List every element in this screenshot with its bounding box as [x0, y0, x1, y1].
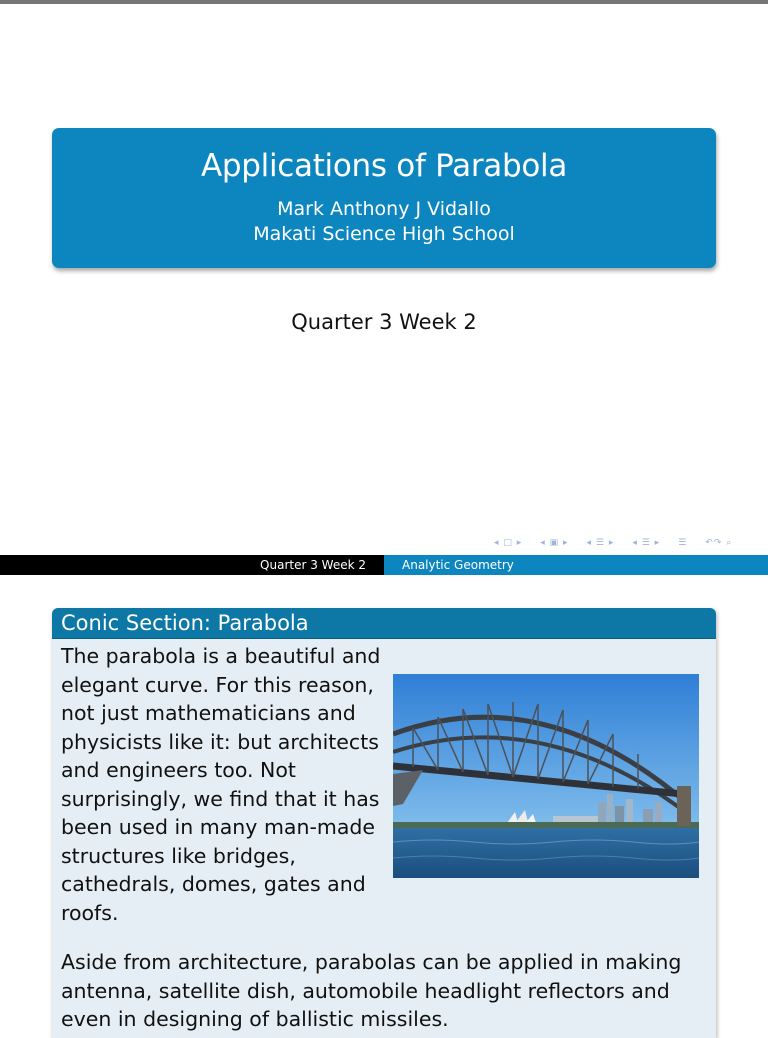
title-block — [52, 128, 716, 268]
beamer-navigation[interactable] — [494, 536, 736, 550]
nav-section-icon[interactable]: ◂ ☰ ▸ — [632, 538, 661, 548]
paragraph-intro: The parabola is a beautiful and elegant curve. For this reason, not just mathematicians and physicists like it: but architects and engineers too. Not surprisingly, we find that it has been used in many man-made structures like bridges, cathedrals, domes, gates and roofs. — [61, 644, 381, 925]
nav-section-icon[interactable]: ◂ ☰ ▸ — [586, 538, 615, 548]
nav-frame-icon[interactable]: ◂ □ ▸ — [494, 538, 523, 548]
block-title: Conic Section: Parabola — [52, 608, 716, 639]
footer-date: Quarter 3 Week 2 — [0, 555, 384, 575]
presentation-date: Quarter 3 Week 2 — [291, 310, 477, 334]
slide-footer — [0, 555, 768, 575]
footer-subject: Analytic Geometry — [384, 555, 768, 575]
nav-subsection-icon[interactable]: ◂ ▣ ▸ — [540, 538, 569, 548]
nav-align-icon[interactable]: ☰ — [678, 538, 688, 548]
presentation-title: Applications of Parabola — [200, 148, 568, 184]
paragraph-applications: Aside from architecture, parabolas can be applied in making antenna, satellite dish, automobile headlight reflectors and even in designing of ballistic missiles. — [61, 950, 682, 1031]
bridge-photo — [393, 674, 699, 878]
author-name: Mark Anthony J Vidallo — [277, 198, 491, 220]
nav-search-icon[interactable]: ↶↷ ⌕ — [705, 538, 733, 548]
institution-name: Makati Science High School — [253, 223, 515, 245]
page-top-rule — [0, 0, 768, 4]
content-block — [52, 608, 716, 1038]
